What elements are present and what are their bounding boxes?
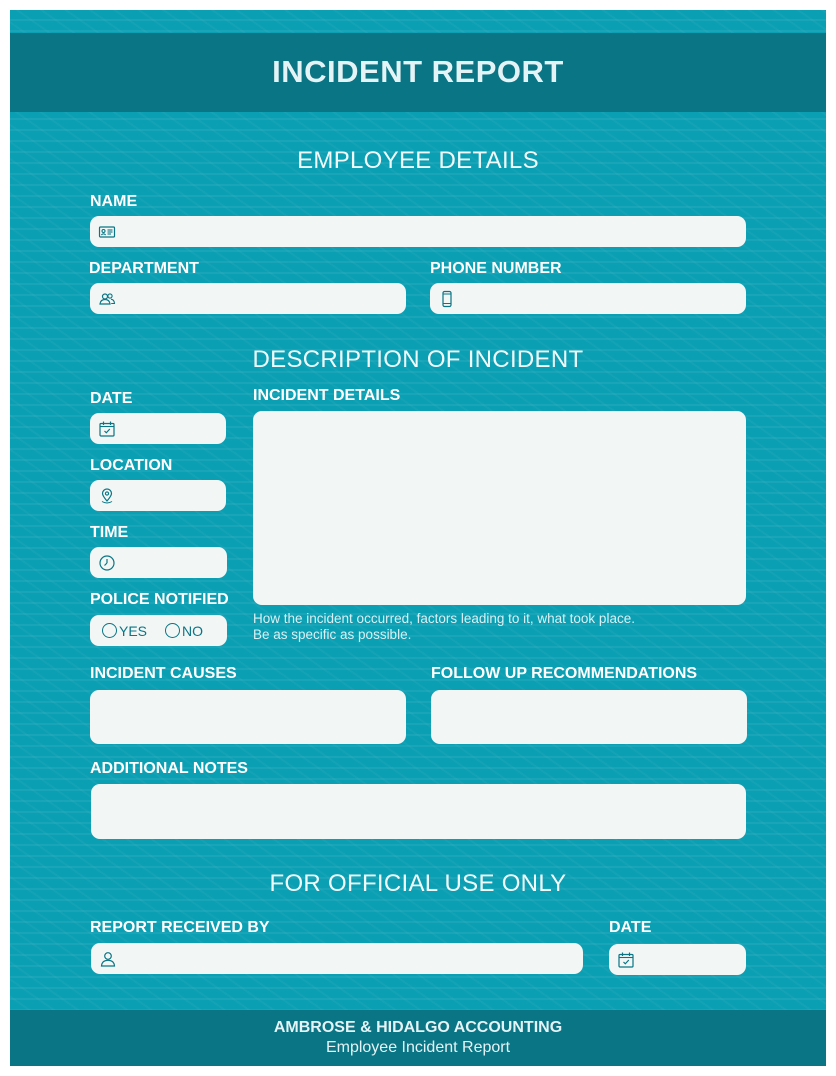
police-no-label: NO <box>182 622 203 639</box>
incident-date-field[interactable] <box>90 413 226 444</box>
radio-circle-icon[interactable] <box>165 623 180 638</box>
incident-causes-textarea[interactable] <box>90 690 406 744</box>
time-label: TIME <box>90 524 129 541</box>
location-field[interactable] <box>90 480 226 511</box>
follow-up-textarea[interactable] <box>431 690 747 744</box>
police-notified-field <box>90 615 227 646</box>
calendar-icon <box>98 420 116 438</box>
police-yes-label: YES <box>119 622 148 639</box>
additional-notes-textarea[interactable] <box>91 784 746 839</box>
group-icon <box>98 290 116 308</box>
user-icon <box>99 950 117 968</box>
id-card-icon <box>98 223 116 241</box>
follow-up-label: FOLLOW UP RECOMMENDATIONS <box>431 665 698 682</box>
time-field[interactable] <box>90 547 227 578</box>
footer-company-name: AMBROSE & HIDALGO ACCOUNTING <box>273 1019 563 1036</box>
name-label: NAME <box>90 193 138 210</box>
radio-circle-icon[interactable] <box>102 623 117 638</box>
hint-line-2: Be as specific as possible. <box>253 627 412 642</box>
incident-details-hint <box>253 611 635 643</box>
map-pin-icon <box>98 487 116 505</box>
section-description-of-incident: DESCRIPTION OF INCIDENT <box>252 346 584 373</box>
section-employee-details: EMPLOYEE DETAILS <box>297 147 539 174</box>
incident-details-label: INCIDENT DETAILS <box>253 387 401 404</box>
footer-subtitle: Employee Incident Report <box>325 1039 511 1056</box>
hint-line-1: How the incident occurred, factors leading to it, what took place. <box>253 611 635 626</box>
date-label: DATE <box>90 390 133 407</box>
incident-report-form <box>10 10 826 1066</box>
police-yes-option[interactable] <box>102 623 147 639</box>
phone-label: PHONE NUMBER <box>430 260 562 277</box>
location-label: LOCATION <box>90 457 173 474</box>
department-label: DEPARTMENT <box>89 260 199 277</box>
department-field[interactable] <box>90 283 406 314</box>
police-no-option[interactable] <box>165 623 203 639</box>
page-title: INCIDENT REPORT <box>272 54 564 89</box>
police-notified-label: POLICE NOTIFIED <box>90 591 229 608</box>
phone-icon <box>438 290 456 308</box>
phone-field[interactable] <box>430 283 746 314</box>
name-field[interactable] <box>90 216 746 247</box>
additional-notes-label: ADDITIONAL NOTES <box>90 760 248 777</box>
incident-causes-label: INCIDENT CAUSES <box>90 665 237 682</box>
official-date-label: DATE <box>609 919 652 936</box>
official-date-field[interactable] <box>609 944 746 975</box>
received-by-field[interactable] <box>91 943 583 974</box>
received-by-label: REPORT RECEIVED BY <box>90 919 270 936</box>
section-official-use: FOR OFFICIAL USE ONLY <box>269 870 567 897</box>
clock-icon <box>98 554 116 572</box>
calendar-icon <box>617 951 635 969</box>
incident-details-textarea[interactable] <box>253 411 746 605</box>
